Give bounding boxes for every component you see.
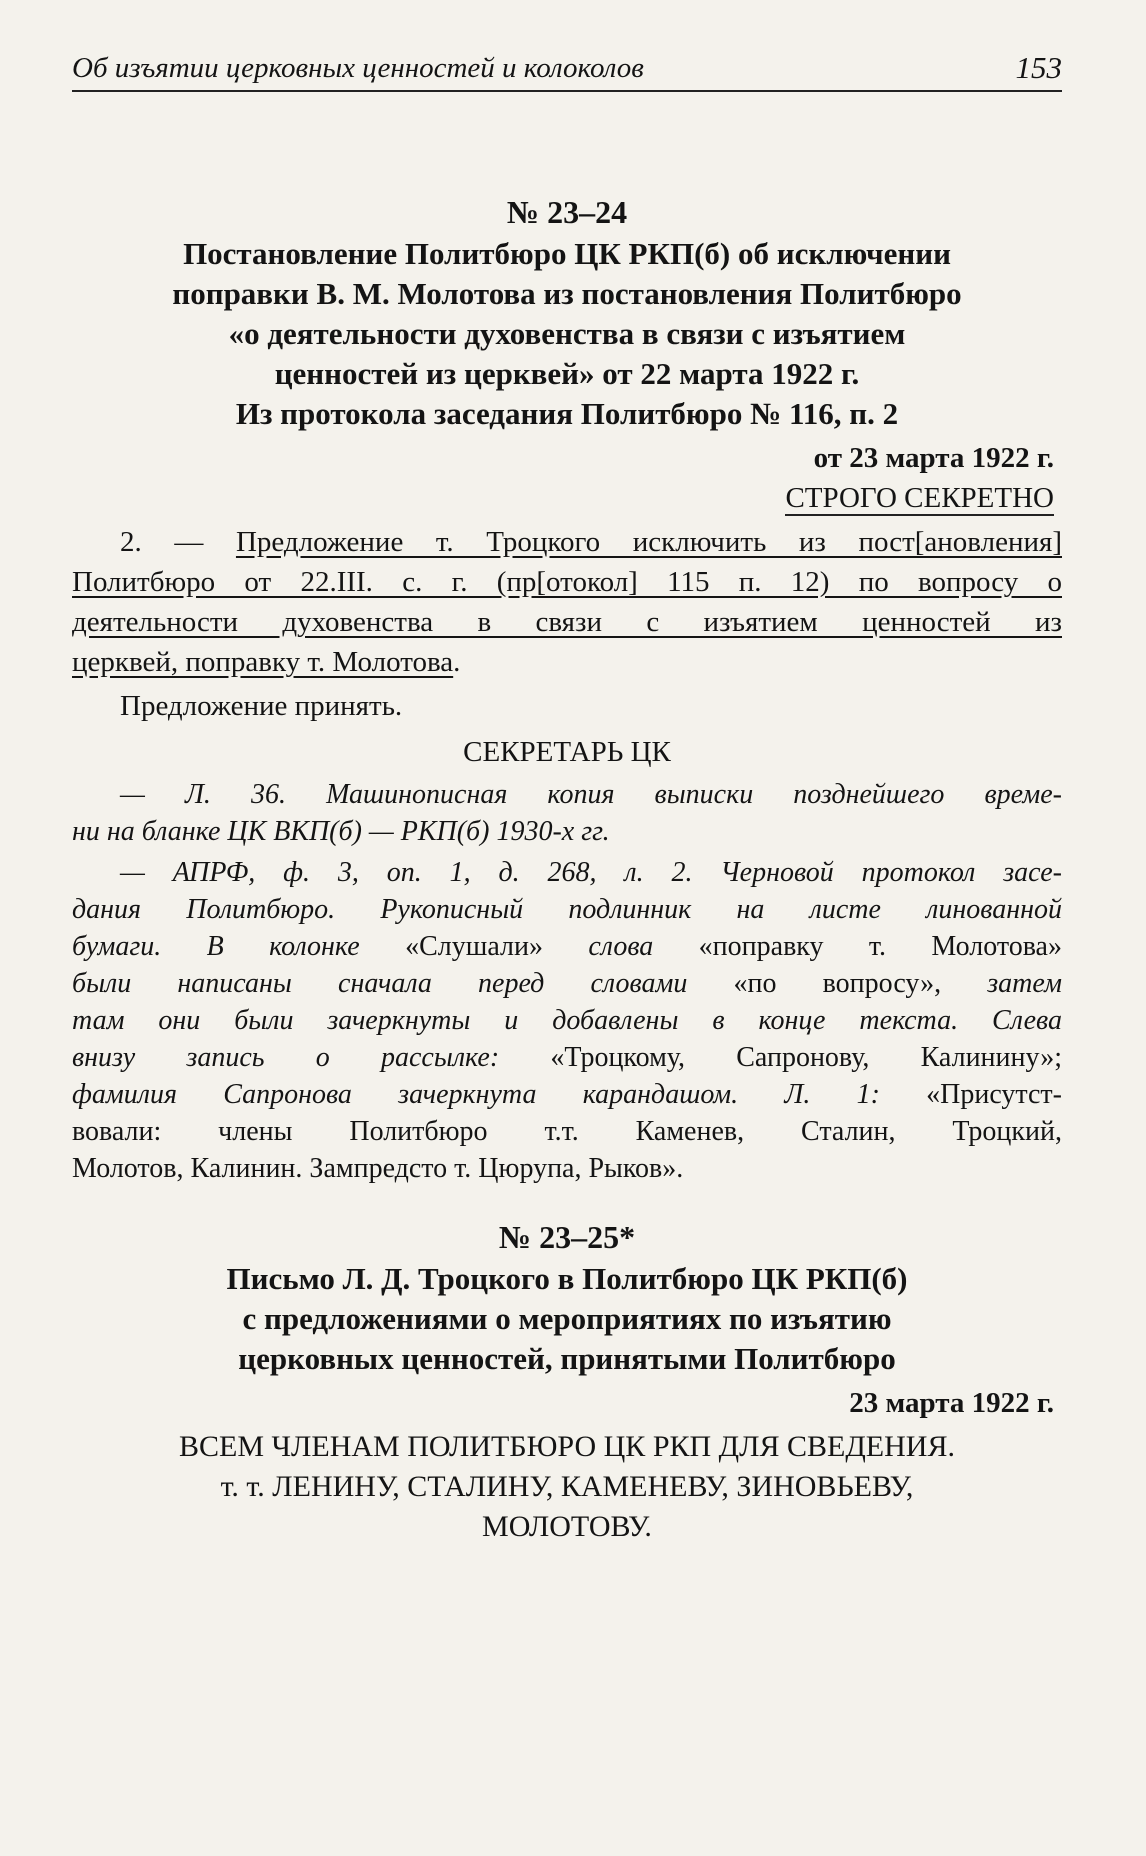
classification-stamp <box>72 478 1062 518</box>
protocol-line <box>72 642 1062 682</box>
note-text: слова <box>542 931 699 962</box>
document-page <box>72 48 1062 1547</box>
protocol-line <box>72 522 1062 562</box>
document-title <box>72 234 1062 434</box>
protocol-line: Политбюро от 22.III. с. г. (пр[отокол] 115 п. 12) по вопросу о <box>72 566 1062 598</box>
decision-text: Предложение принять. <box>120 690 403 722</box>
quoted-text: «по вопросу», <box>733 968 942 999</box>
title-line: «о деятельности духовенства в связи с изъятием <box>228 316 906 351</box>
note-line <box>72 1150 1062 1187</box>
archival-note-1 <box>72 776 1062 850</box>
title-line: Постановление Политбюро ЦК РКП(б) об исключении <box>183 236 951 271</box>
item-prefix: 2. — <box>120 526 236 558</box>
title-line: поправки В. М. Молотова из постановления Политбюро <box>172 276 962 311</box>
note-line <box>72 928 1062 965</box>
note-text: фамилия Сапронова зачеркнута карандашом. Л. 1: <box>72 1079 927 1110</box>
item-suffix: . <box>453 646 461 678</box>
title-line: Из протокола заседания Политбюро № 116, п. 2 <box>235 396 899 431</box>
note-text: бумаги. В колонке <box>72 931 406 962</box>
note-line: дания Политбюро. Рукописный подлинник на листе линованной <box>72 894 1062 925</box>
archival-note-2 <box>72 854 1062 1187</box>
title-line: ценностей из церквей» от 22 марта 1922 г. <box>274 356 860 391</box>
title-line: с предложениями о мероприятиях по изъятию <box>242 1301 892 1336</box>
quoted-text: «Троцкому, Сапронову, Калинину»; <box>550 1042 1062 1073</box>
protocol-line: деятельности духовенства в связи с изъятием ценностей из <box>72 606 1062 638</box>
note-line <box>72 965 1062 1002</box>
note-text: . <box>676 1153 684 1184</box>
underlined-text: церквей, поправку т. Молотова <box>72 646 454 678</box>
title-line: Письмо Л. Д. Троцкого в Политбюро ЦК РКП(б) <box>226 1261 908 1296</box>
signature-line: СЕКРЕТАРЬ ЦК <box>463 736 671 768</box>
document-date: 23 марта 1922 г. <box>849 1387 1054 1419</box>
note-text: затем <box>941 968 1062 999</box>
document-date: от 23 марта 1922 г. <box>813 442 1054 474</box>
classification-label: СТРОГО СЕКРЕТНО <box>785 482 1054 514</box>
address-line: т. т. ЛЕНИНУ, СТАЛИНУ, КАМЕНЕВУ, ЗИНОВЬЕВУ, <box>220 1470 914 1503</box>
note-line <box>72 1076 1062 1113</box>
document-number: № 23–25* <box>498 1219 636 1255</box>
note-text: были написаны сначала перед словами <box>72 968 734 999</box>
addressee-block <box>72 1427 1062 1547</box>
running-head-title: Об изъятии церковных ценностей и колоколов <box>72 52 644 84</box>
title-line: церковных ценностей, принятыми Политбюро <box>238 1341 896 1376</box>
quoted-text: Молотов, Калинин. Зампредсто т. Цюрупа, Рыков» <box>72 1153 677 1184</box>
quoted-text: «Слушали» <box>405 931 543 962</box>
quoted-text: «поправку т. Молотова» <box>698 931 1062 962</box>
address-line: МОЛОТОВУ. <box>482 1510 652 1543</box>
note-line: вовали: члены Политбюро т.т. Каменев, Сталин, Троцкий, <box>72 1116 1062 1147</box>
note-line: — АПРФ, ф. 3, оп. 1, д. 268, л. 2. Черновой протокол засе- <box>120 857 1062 888</box>
note-text: внизу запись о рассылке: <box>72 1042 551 1073</box>
note-line: ни на бланке ЦК ВКП(б) — РКП(б) 1930-х гг. <box>72 816 610 847</box>
address-line: ВСЕМ ЧЛЕНАМ ПОЛИТБЮРО ЦК РКП ДЛЯ СВЕДЕНИЯ. <box>179 1430 955 1463</box>
quoted-text: «Присутст- <box>926 1079 1062 1110</box>
document-number: № 23–24 <box>506 194 628 230</box>
page-number: 153 <box>1015 50 1062 85</box>
note-line: — Л. 36. Машинописная копия выписки позднейшего време- <box>120 779 1062 810</box>
note-line: там они были зачеркнуты и добавлены в конце текста. Слева <box>72 1005 1062 1036</box>
note-line <box>72 1039 1062 1076</box>
document-title <box>72 1259 1062 1379</box>
running-head <box>72 48 1062 92</box>
underlined-text: Предложение т. Троцкого исключить из пост[ановления] <box>235 526 1062 558</box>
protocol-item <box>72 522 1062 682</box>
